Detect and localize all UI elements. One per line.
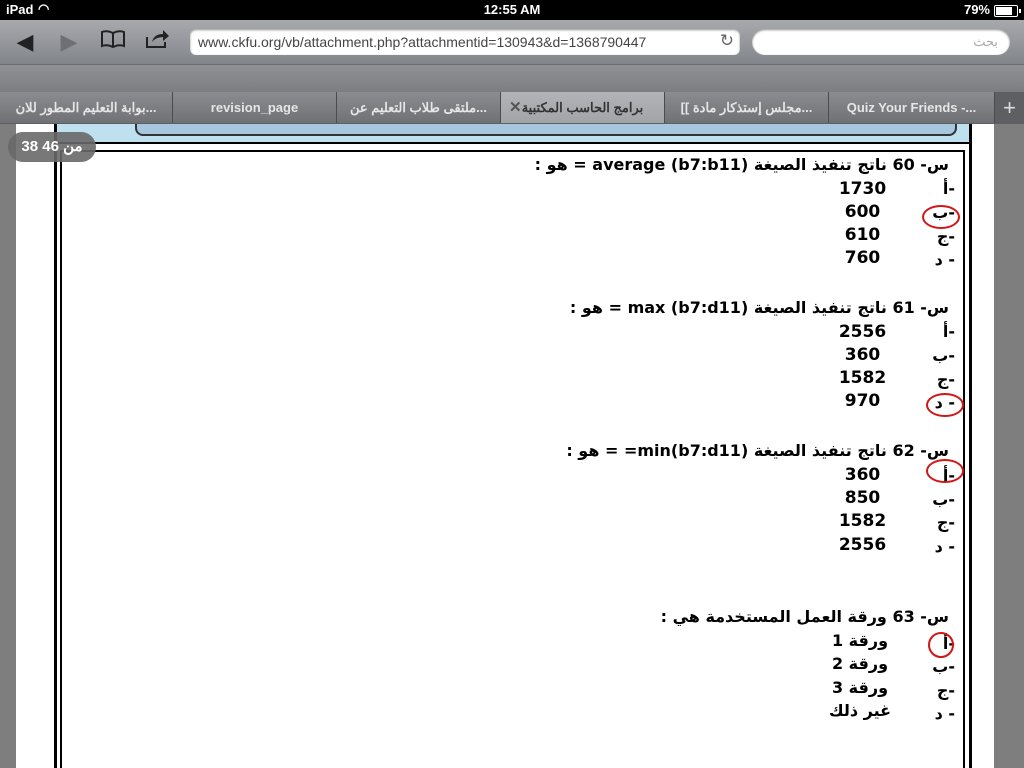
option-value: غير ذلك — [828, 701, 892, 720]
tab-bar — [0, 92, 1024, 124]
clock: 12:55 AM — [483, 2, 541, 17]
tab-label: Quiz Your Friends -... — [846, 100, 977, 115]
option-letter: أ- — [942, 322, 955, 341]
option-letter: د - — [934, 250, 955, 269]
tab-item[interactable] — [337, 92, 501, 123]
option-letter: أ- — [942, 179, 955, 198]
tab-label: revision_page — [210, 100, 299, 115]
page-indicator: 38 من 46 — [8, 132, 96, 162]
tab-item[interactable] — [665, 92, 829, 123]
option-value: 850 — [844, 488, 881, 508]
question-61: س- 61 ناتج تنفيذ الصيغة (max (b7:d11 = هو : — [569, 298, 949, 317]
close-tab-icon[interactable]: ✕ — [509, 99, 522, 116]
tab-item[interactable] — [0, 92, 173, 123]
bookmarks-icon[interactable] — [98, 29, 128, 55]
option-value: 1582 — [838, 368, 887, 388]
tab-item[interactable] — [829, 92, 995, 123]
url-text: www.ckfu.org/vb/attachment.php?attachmentid=130943&d=1368790447 — [198, 34, 647, 50]
search-placeholder: بحث — [973, 34, 998, 49]
option-value: ورقة 3 — [831, 678, 889, 697]
answer-mark-circle — [922, 205, 960, 229]
question-63: س- 63 ورقة العمل المستخدمة هي : — [660, 607, 949, 626]
option-value: 610 — [844, 225, 881, 245]
tab-label: بوابة التعليم المطور للان... — [15, 100, 157, 115]
option-letter: ج- — [936, 681, 955, 700]
option-value: 2556 — [838, 535, 887, 555]
option-letter: ج- — [936, 370, 955, 389]
question-62: س- 62 ناتج تنفيذ الصيغة (min(b7:d11= = هو : — [566, 441, 949, 460]
share-icon[interactable] — [142, 29, 172, 55]
option-value: 1582 — [838, 511, 887, 531]
tab-label: [[ مجلس إستذكار مادة... — [680, 100, 813, 115]
address-bar[interactable] — [190, 29, 740, 55]
option-value: 1730 — [838, 179, 887, 199]
back-arrow-icon[interactable]: ◀ — [16, 29, 34, 54]
wifi-icon: ◠ — [38, 1, 50, 16]
new-tab-icon[interactable]: + — [1003, 95, 1016, 120]
answer-mark-circle — [926, 459, 964, 483]
option-letter: ب- — [932, 657, 955, 676]
option-value: 360 — [844, 465, 881, 485]
option-value: ورقة 1 — [831, 631, 889, 650]
device-name: iPad — [6, 2, 34, 17]
option-letter: أ- — [942, 466, 955, 485]
option-value: 360 — [844, 345, 881, 365]
forward-arrow-icon[interactable]: ▶ — [60, 29, 78, 54]
option-letter: د - — [934, 704, 955, 723]
answer-mark-circle — [928, 632, 954, 658]
option-letter: أ- — [942, 634, 955, 653]
status-bar — [0, 0, 1024, 20]
option-value: ورقة 2 — [831, 654, 889, 673]
option-letter: ج- — [936, 227, 955, 246]
header-decoration — [54, 124, 972, 142]
tab-label: برامج الحاسب المكتبية — [521, 100, 644, 115]
battery-icon — [994, 5, 1018, 17]
bookmarks-bar — [0, 65, 1024, 92]
answer-mark-circle — [926, 393, 964, 417]
option-value: 760 — [844, 248, 881, 268]
option-letter: ج- — [936, 513, 955, 532]
option-value: 600 — [844, 202, 881, 222]
battery-percent: 79% — [963, 2, 990, 17]
option-value: 970 — [844, 391, 881, 411]
reload-icon[interactable]: ↻ — [719, 31, 734, 50]
option-letter: ب- — [932, 490, 955, 509]
question-60: س- 60 ناتج تنفيذ الصيغة (average (b7:b11 = هو : — [534, 155, 949, 174]
option-letter: د - — [934, 393, 955, 412]
option-letter: د - — [934, 537, 955, 556]
option-value: 2556 — [838, 322, 887, 342]
search-input[interactable] — [752, 29, 1010, 55]
option-letter: ب- — [932, 346, 955, 365]
tab-item-active[interactable] — [501, 92, 665, 123]
browser-toolbar — [0, 20, 1024, 65]
tab-item[interactable] — [173, 92, 337, 123]
option-letter: ب- — [932, 203, 955, 222]
tab-label: ملتقى طلاب التعليم عن... — [350, 100, 487, 115]
